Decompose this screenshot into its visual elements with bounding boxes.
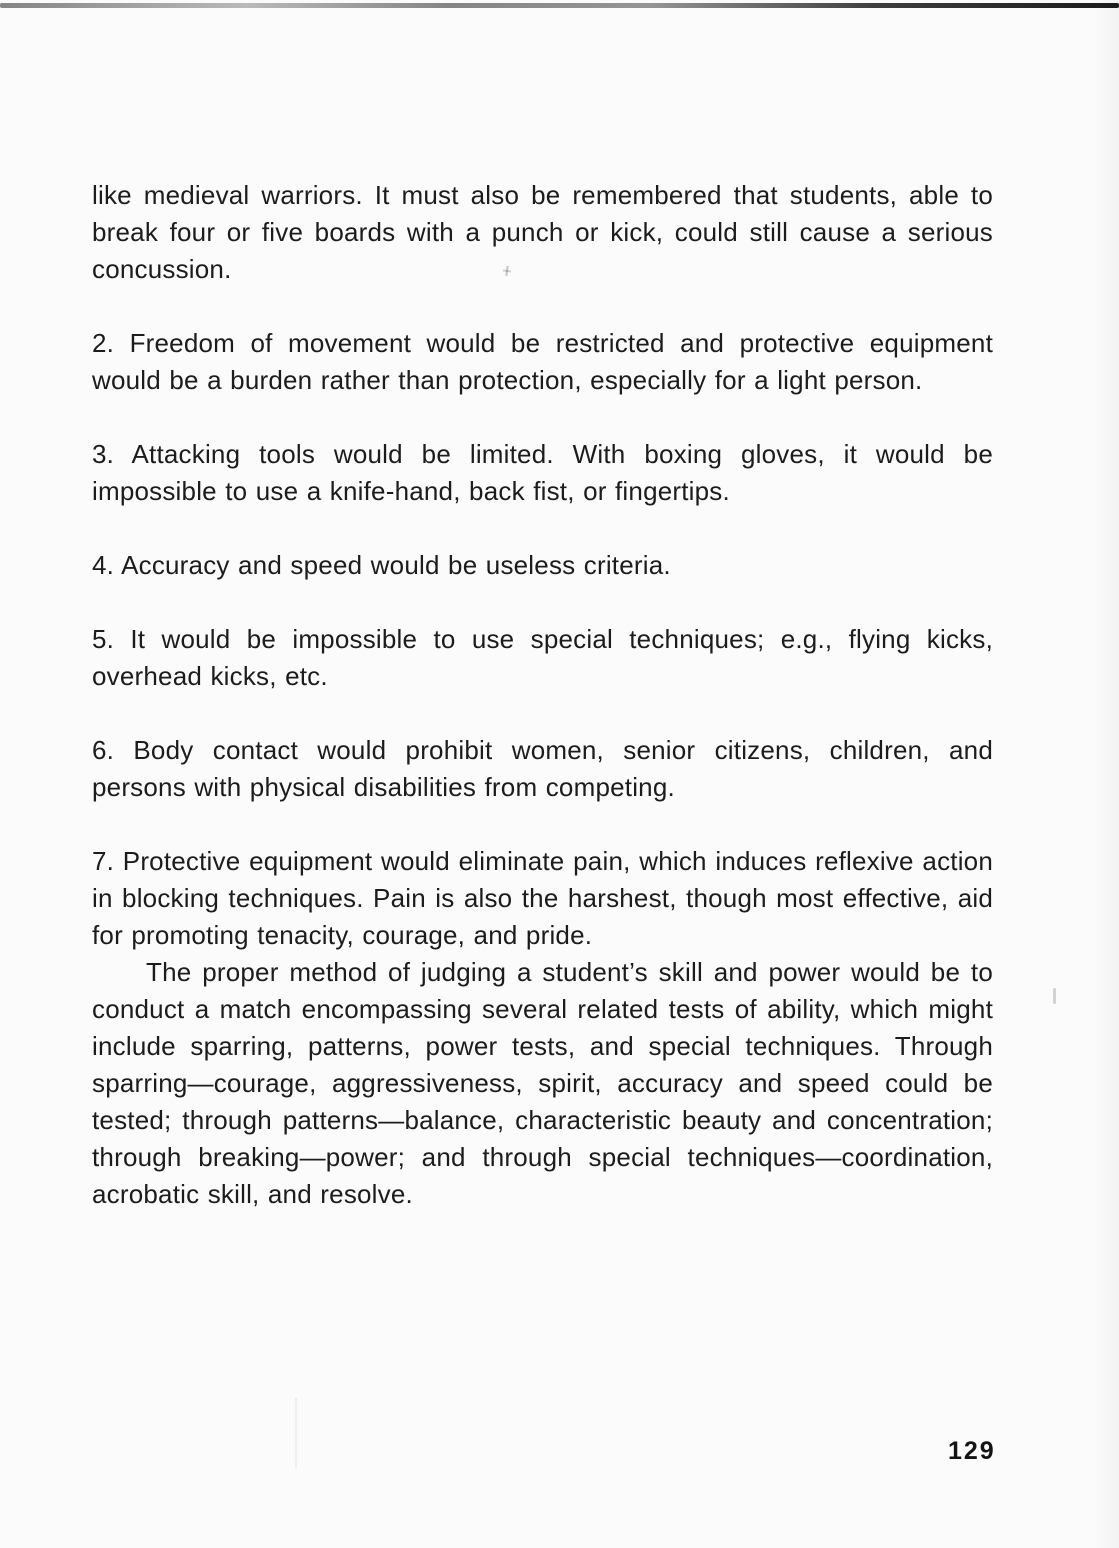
body-paragraph: 4. Accuracy and speed would be useless criteria. [92, 550, 671, 580]
body-paragraph: 6. Body contact would prohibit women, senior citizens, children, and persons with physical disabilities from competing. [92, 735, 993, 802]
page-number: 129 [948, 1437, 996, 1465]
body-paragraph: 7. Protective equipment would eliminate pain, which induces reflexive action in blocking techniques. Pain is also the harshest, though most effective, aid for promoting tenacity, courage, and pride. [92, 846, 993, 950]
page-edge-shading [1093, 0, 1119, 1548]
body-paragraph: 3. Attacking tools would be limited. With boxing gloves, it would be impossible to use a knife-hand, back fist, or fingertips. [92, 439, 993, 506]
page-body-text [92, 177, 993, 1250]
scan-smudge [295, 1398, 297, 1468]
body-paragraph: 5. It would be impossible to use special techniques; e.g., flying kicks, overhead kicks, etc. [92, 624, 993, 691]
body-paragraph: like medieval warriors. It must also be remembered that students, able to break four or five boards with a punch or kick, could still cause a serious concussion. [92, 180, 993, 284]
scan-speck [1053, 988, 1056, 1004]
body-paragraph: 2. Freedom of movement would be restricted and protective equipment would be a burden rather than protection, especially for a light person. [92, 328, 993, 395]
body-paragraph: The proper method of judging a student’s skill and power would be to conduct a match encompassing several related tests of ability, which might include sparring, patterns, power tests, and special techniques. Through sparring—courage, aggressiveness, spirit, accuracy and speed could be tested; through patterns—balance, characteristic beauty and concentration; through breaking—power; and through special techniques—coordination, acrobatic skill, and resolve. [92, 957, 993, 1209]
scan-edge-artifact [0, 3, 1119, 8]
